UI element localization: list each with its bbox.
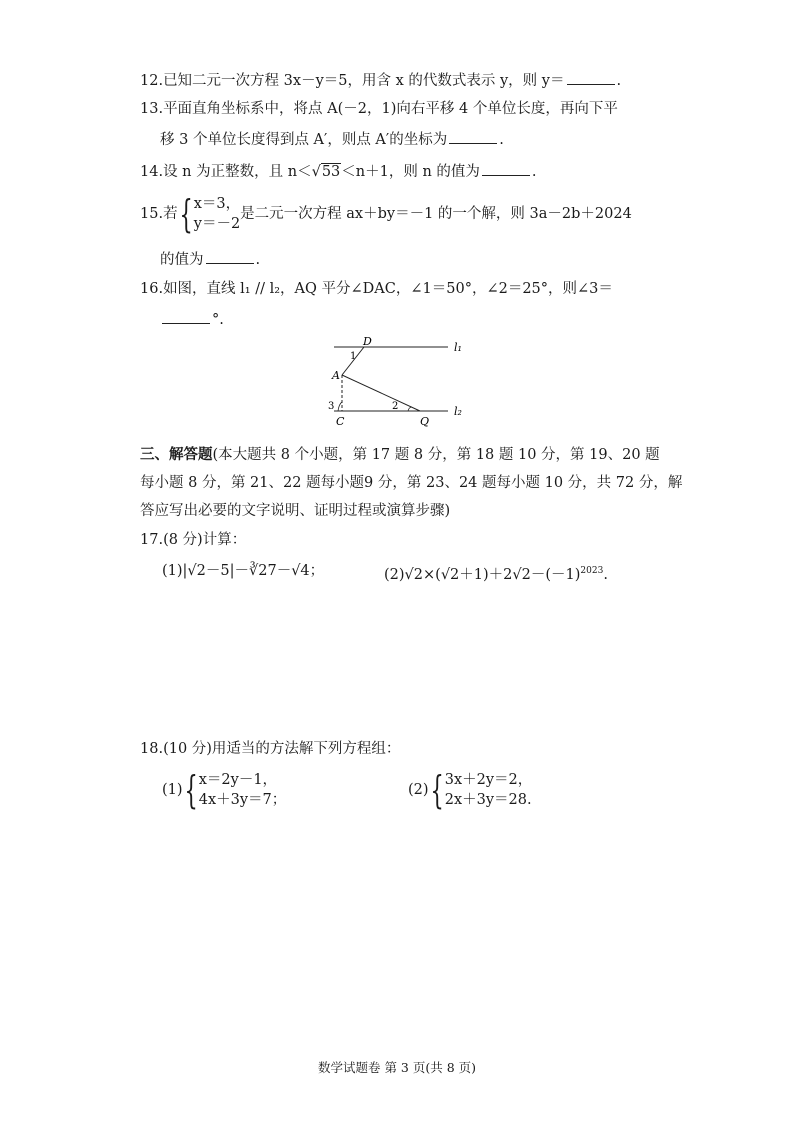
label-angle-1: 1: [350, 351, 357, 362]
answer-blank[interactable]: [206, 249, 254, 264]
equation-system: [199, 770, 287, 810]
question-14: [140, 161, 537, 182]
period: .: [255, 252, 261, 268]
question-number: 15.: [140, 206, 164, 222]
question-18-part1: [162, 770, 286, 810]
question-text: 的值为: [160, 252, 204, 268]
label-C: C: [336, 415, 345, 428]
part-label: (2): [384, 566, 405, 583]
section-instructions: 答应写出必要的文字说明、证明过程或演算步骤): [140, 503, 451, 519]
question-number: 12.: [140, 73, 164, 89]
question-18-part2: [408, 770, 532, 810]
equation-system: [445, 770, 533, 810]
part-label: (1): [162, 563, 183, 579]
label-angle-2: 2: [392, 401, 399, 412]
degree-period: °.: [212, 312, 224, 328]
question-15: [140, 194, 632, 234]
equation-system: [194, 194, 240, 234]
period: .: [499, 132, 504, 148]
section-3-line2: [140, 473, 682, 493]
equation-1: x＝2y－1，: [198, 772, 278, 788]
question-text: 如图，直线 l₁ // l₂，AQ 平分∠DAC，∠1＝50°，∠2＝25°，则∠3＝: [163, 281, 613, 297]
left-brace: {: [179, 192, 193, 236]
question-text: 平面直角坐标系中，将点 A(－2，1)向右平移 4 个单位长度，再向下平: [163, 101, 618, 117]
question-text: 移 3 个单位长度得到点 A′，则点 A′的坐标为: [160, 132, 448, 148]
part-label: (2): [408, 782, 429, 798]
segment-AQ: [342, 375, 420, 411]
question-16-line2: [160, 309, 224, 330]
label-A: A: [332, 369, 340, 382]
expression: √2×(√2＋1)＋2√2－(－1): [404, 566, 581, 583]
label-D: D: [363, 335, 372, 348]
question-12: [140, 70, 621, 91]
period: .: [616, 73, 622, 89]
period: .: [603, 566, 608, 583]
equation-2: 2x＋3y＝28.: [444, 792, 532, 808]
question-17-part2: [384, 561, 608, 585]
question-13-line2: [160, 129, 504, 150]
geometry-figure: [320, 335, 470, 430]
label-l1: l₁: [454, 341, 462, 354]
question-15-line2: [160, 249, 260, 270]
answer-blank[interactable]: [482, 161, 530, 176]
label-Q: Q: [420, 415, 430, 428]
left-brace: {: [183, 768, 198, 812]
question-16: [140, 279, 613, 299]
label-l2: l₂: [454, 405, 462, 418]
period: .: [531, 164, 537, 180]
question-number: 14.: [140, 164, 164, 180]
question-number: 18.: [140, 741, 164, 757]
answer-blank[interactable]: [162, 309, 210, 324]
question-number: 16.: [140, 281, 164, 297]
question-text: (10 分)用适当的方法解下列方程组：: [163, 741, 401, 757]
angle-arc-3: [338, 402, 342, 411]
question-18: [140, 739, 400, 759]
section-3-line1: [140, 445, 660, 465]
question-17-part1: [162, 561, 324, 581]
exponent: 2023: [580, 566, 604, 576]
question-text: 若: [163, 206, 178, 222]
question-text: 设 n 为正整数，且 n＜: [163, 164, 312, 180]
left-brace: {: [429, 768, 444, 812]
section-title: 三、解答题: [140, 446, 213, 463]
label-angle-3: 3: [328, 401, 335, 412]
question-13: [140, 99, 618, 119]
sqrt-expression: √53: [311, 164, 341, 180]
angle-arc-2: [408, 407, 412, 411]
equation-1: x＝3，: [193, 196, 241, 212]
answer-blank[interactable]: [449, 129, 497, 144]
expression: |√2－5|－∛27－√4；: [182, 563, 325, 579]
radicand: 53: [321, 164, 341, 180]
equation-2: y＝－2: [193, 216, 241, 232]
question-number: 17.: [140, 532, 164, 548]
equation-2: 4x＋3y＝7；: [198, 792, 287, 808]
page-footer: 数学试题卷 第 3 页(共 8 页): [317, 1060, 477, 1075]
question-number: 13.: [140, 101, 164, 117]
question-text: 已知二元一次方程 3x－y＝5，用含 x 的代数式表示 y，则 y＝: [163, 73, 565, 89]
question-text: (8 分)计算：: [163, 532, 247, 548]
equation-1: 3x＋2y＝2，: [444, 772, 533, 788]
section-instructions: 每小题 8 分，第 21、22 题每小题9 分，第 23、24 题每小题 10 分，共 72 分，解: [140, 475, 683, 491]
question-text-cont: ＜n＋1，则 n 的值为: [341, 164, 480, 180]
section-3-line3: [140, 501, 450, 521]
part-label: (1): [162, 782, 183, 798]
section-instructions: (本大题共 8 个小题，第 17 题 8 分，第 18 题 10 分，第 19、20 题: [212, 447, 660, 463]
question-text-cont: 是二元一次方程 ax＋by＝－1 的一个解，则 3a－2b＋2024: [240, 206, 632, 222]
answer-blank[interactable]: [567, 70, 615, 85]
question-17: [140, 530, 246, 550]
